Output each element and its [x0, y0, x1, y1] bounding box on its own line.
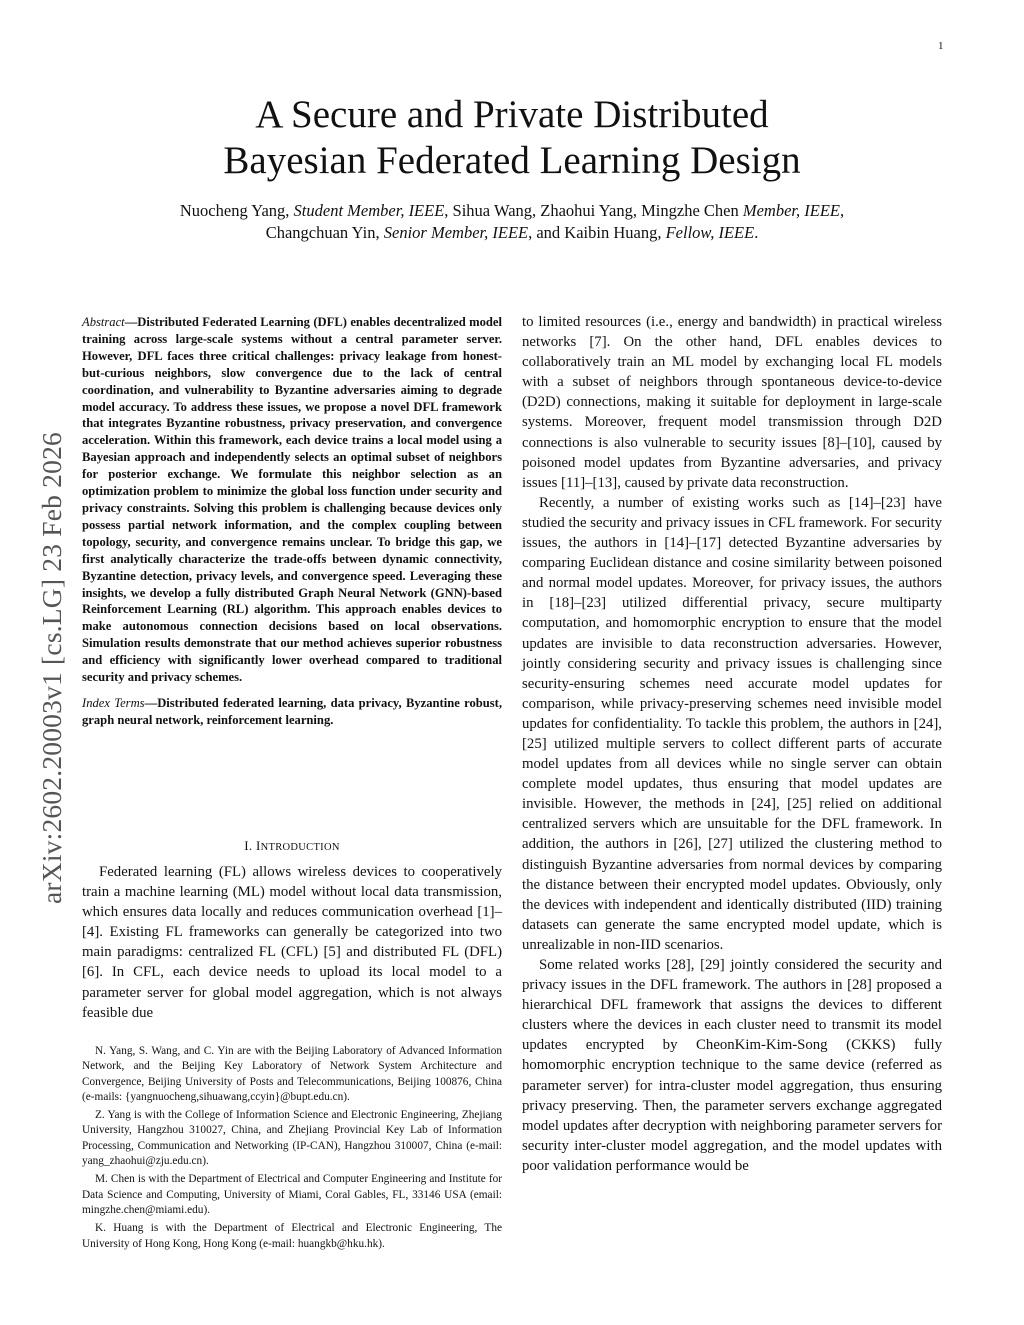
author-line-2: [100, 222, 924, 244]
index-terms-lead: Index Terms: [82, 695, 145, 710]
author-list: [100, 200, 924, 244]
title-line-1: A Secure and Private Distributed: [255, 93, 769, 136]
author-line-1: [100, 200, 924, 222]
author-role: Member, IEEE: [742, 201, 840, 220]
footnote: N. Yang, S. Wang, and C. Yin are with the Beijing Laboratory of Advanced Information Network, and the Beijing Key Laboratory of Network System Architecture and Convergence, Beijing University of Posts and Telecommunications, Beijing 100876, China (e-mails: {yangnuocheng,sihuawang,ccyin}@bupt.edu.cn).: [82, 1045, 502, 1103]
author-role: Student Member, IEEE: [293, 201, 445, 220]
page-number: 1: [938, 40, 944, 52]
author-text: , Sihua Wang, Zhaohui Yang, Mingzhe Chen: [444, 201, 743, 220]
author-text: ,: [840, 201, 845, 220]
index-terms: [82, 695, 502, 729]
abstract: [82, 314, 502, 686]
author-text: , and Kaibin Huang,: [528, 223, 666, 242]
paper-title: [100, 92, 924, 184]
paragraph: to limited resources (i.e., energy and bandwidth) in practical wireless networks [7]. On the other hand, DFL enables devices to collaboratively train an ML model by exchanging local FL models with a subset of neighbors through spontaneous device-to-device (D2D) connections, making it suitable for deployment in large-scale systems. Moreover, frequent model transmission through D2D connections is also vulnerable to security issues [8]–[10], caused by poisoned model updates from Byzantine adversaries, and privacy issues [11]–[13], caused by private data reconstruction.: [522, 314, 942, 491]
author-role: Fellow, IEEE: [665, 223, 755, 242]
footnote: M. Chen is with the Department of Electrical and Computer Engineering and Institute for Data Science and Computing, University of Miami, Coral Gables, FL, 33146 USA (email: mingzhe.chen@miami.edu).: [82, 1173, 502, 1216]
paragraph: Some related works [28], [29] jointly considered the security and privacy issues in the DFL framework. The authors in [28] proposed a hierarchical DFL framework that assigns the devices to different clusters where the devices in each cluster need to transmit its model updates encrypted by CheonKim-Kim-Song (CKKS) fully homomorphic encryption technique to the same device (referred as parameter server) for intra-cluster model aggregation, thus ensuring privacy preserving. Then, the parameter servers exchange aggregated model updates after decryption with neighboring parameter servers for security inter-cluster model aggregation, and the model updates with poor validation performance would be: [522, 957, 942, 1174]
right-column: [522, 312, 942, 1176]
author-role: Senior Member, IEEE: [383, 223, 529, 242]
abstract-lead: Abstract: [82, 315, 125, 329]
arxiv-identifier: arXiv:2602.20003v1 [cs.LG] 23 Feb 2026: [36, 432, 67, 904]
section-heading: [82, 838, 502, 854]
paragraph: Federated learning (FL) allows wireless devices to cooperatively train a machine learning (ML) model without local data transmission, which ensures data locally and reduces communication overhead [1]–[4]. Existing FL frameworks can generally be categorized into two main paradigms: centralized FL (CFL) [5] and distributed FL (DFL) [6]. In CFL, each device needs to upload its local model to a parameter server for global model aggregation, which is not always feasible due: [82, 864, 502, 1021]
footnote: K. Huang is with the Department of Electrical and Electronic Engineering, The University of Hong Kong, Hong Kong (e-mail: huangkb@hku.hk).: [82, 1222, 502, 1250]
introduction-column: [82, 862, 502, 1023]
index-terms-text: —Distributed federated learning, data privacy, Byzantine robust, graph neural network, reinforcement learning.: [82, 695, 503, 727]
author-text: Nuocheng Yang,: [179, 201, 294, 220]
section-initial: I: [255, 838, 261, 853]
footnotes: [82, 1044, 502, 1255]
title-line-2: Bayesian Federated Learning Design: [223, 139, 801, 182]
section-rest: NTRODUCTION: [260, 842, 340, 853]
abstract-block: [82, 314, 502, 729]
author-text: Changchuan Yin,: [265, 223, 384, 242]
paragraph: Recently, a number of existing works such as [14]–[23] have studied the security and privacy issues in CFL framework. For security issues, the authors in [14]–[17] detected Byzantine adversaries by comparing Euclidean distance and cosine similarity between poisoned and normal model updates. Moreover, for privacy issues, the authors in [18]–[23] utilized differential privacy, secure multiparty computation, and homomorphic encryption to ensure that the model updates are invisible to data reconstruction adversaries. However, jointly considering security and privacy issues is challenging since security-ensuring schemes need accurate model updates for comparison, while privacy-preserving schemes need invisible model updates for confidentiality. To tackle this problem, the authors in [24], [25] utilized multiple servers to collect different parts of accurate model updates from all devices while no single server can obtain complete model updates, thus ensuring that model updates are invisible. However, the methods in [24], [25] relied on additional centralized servers which are unsuitable for the DFL framework. In addition, the authors in [26], [27] utilized the clustering method to distinguish Byzantine adversaries from normal devices by comparing the distance between their encrypted model updates. Obviously, only the devices with independent and identically distributed (IID) training datasets can generate the same encrypted model update, which is unrealizable in non-IID scenarios.: [522, 494, 942, 953]
footnote: Z. Yang is with the College of Information Science and Electronic Engineering, Zhejiang University, Hangzhou 310027, China, and Zhejiang Provincial Key Lab of Information Processing, Communication and Networking (IP-CAN), Hangzhou 310007, China (e-mail: yang_zhaohui@zju.edu.cn).: [82, 1109, 502, 1168]
section-numeral: I.: [244, 838, 256, 853]
abstract-text: —Distributed Federated Learning (DFL) enables decentralized model training across large-scale systems without a central parameter server. However, DFL faces three critical challenges: privacy leakage from honest-but-curious neighbors, slow convergence due to the lack of central coordination, and vulnerability to Byzantine adversaries aiming to degrade model accuracy. To address these issues, we propose a novel DFL framework that integrates Byzantine robustness, privacy preservation, and convergence acceleration. Within this framework, each device trains a local model using a Bayesian approach and independently selects an optimal subset of neighbors for posterior exchange. We formulate this neighbor selection as an optimization problem to minimize the global loss function under security and privacy constraints. Solving this problem is challenging because devices only possess partial network information, and the complex coupling between topology, security, and convergence remains unclear. To bridge this gap, we first analytically characterize the trade-offs between dynamic connectivity, Byzantine detection, privacy levels, and convergence speed. Leveraging these insights, we develop a fully distributed Graph Neural Network (GNN)-based Reinforcement Learning (RL) algorithm. This approach enables devices to make autonomous connection decisions based on local observations. Simulation results demonstrate that our method achieves superior robustness and efficiency with significantly lower overhead compared to traditional security and privacy schemes.: [82, 315, 502, 685]
author-text: .: [754, 223, 759, 242]
